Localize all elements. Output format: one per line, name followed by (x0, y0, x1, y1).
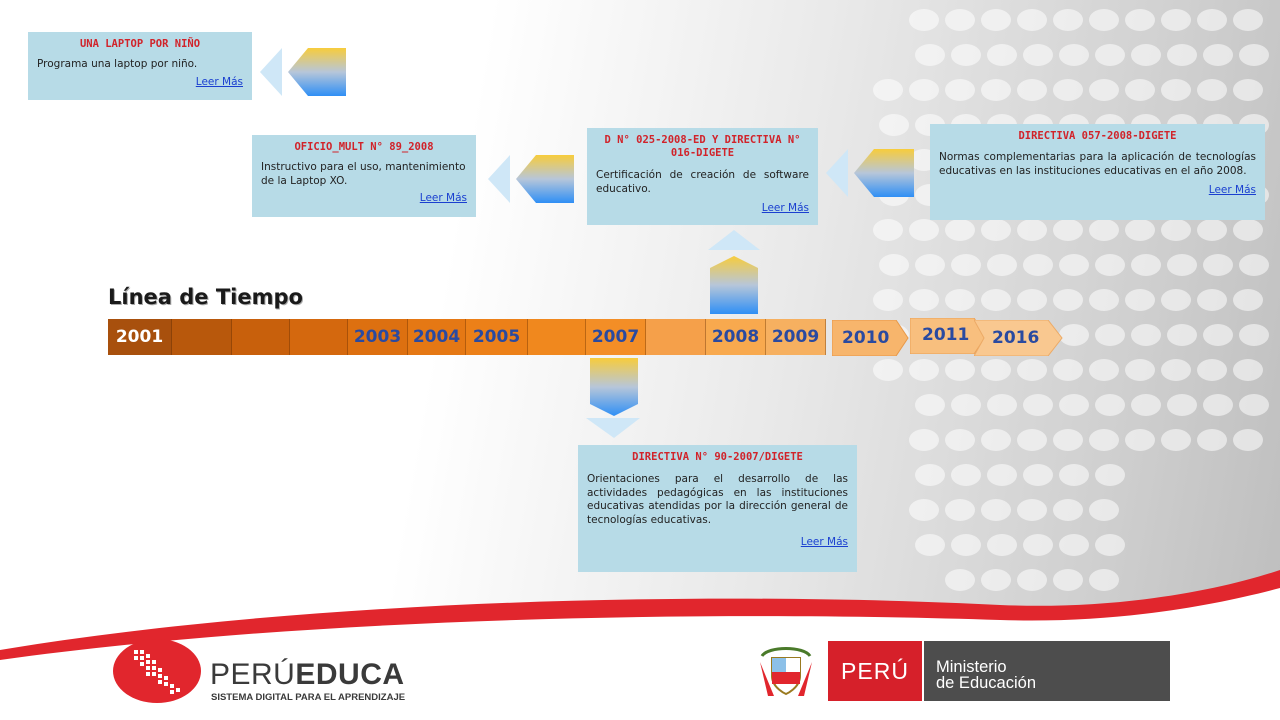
year-label: 2001 (115, 327, 164, 347)
up-arrow-icon (708, 228, 762, 316)
dot-map-dot (1017, 219, 1047, 241)
dot-map-dot (945, 219, 975, 241)
perueduca-logo-icon (112, 638, 202, 706)
dot-map-dot (945, 9, 975, 31)
dot-map-dot (945, 79, 975, 101)
leer-mas-link[interactable]: Leer Más (1208, 184, 1256, 196)
dot-map-dot (951, 534, 981, 556)
card-text: Certificación de creación de software educativo. (596, 169, 809, 195)
dot-map-dot (1125, 289, 1155, 311)
dot-map-dot (1239, 254, 1269, 276)
dot-map-dot (1131, 324, 1161, 346)
dot-map-dot (1053, 289, 1083, 311)
dot-map-dot (1125, 359, 1155, 381)
dot-map-dot (981, 79, 1011, 101)
year-label: 2004 (412, 327, 461, 347)
leer-mas-link[interactable]: Leer Más (195, 75, 243, 88)
dot-map-dot (1167, 394, 1197, 416)
dot-map-dot (981, 289, 1011, 311)
dot-map-dot (1233, 289, 1263, 311)
card-title: OFICIO_MULT N° 89_2008 (294, 141, 434, 153)
dot-map-dot (1095, 324, 1125, 346)
dot-map-dot (1059, 464, 1089, 486)
dot-map-dot (915, 254, 945, 276)
dot-map-dot (1017, 429, 1047, 451)
dot-map-dot (945, 289, 975, 311)
dot-map-dot (915, 394, 945, 416)
down-arrow-icon (586, 356, 642, 440)
dot-map-dot (1161, 289, 1191, 311)
dot-map-dot (1089, 429, 1119, 451)
timeline-segment-2004[interactable] (408, 319, 466, 355)
dot-map-dot (951, 44, 981, 66)
timeline-segment-2003[interactable] (348, 319, 408, 355)
dot-map-dot (987, 254, 1017, 276)
dot-map-dot (873, 219, 903, 241)
dot-map-dot (1197, 359, 1227, 381)
dot-map-dot (1089, 79, 1119, 101)
dot-map-dot (987, 44, 1017, 66)
card-directiva-057 (930, 124, 1265, 220)
dot-map-dot (873, 289, 903, 311)
dot-map-dot (1203, 44, 1233, 66)
dot-map-dot (1017, 79, 1047, 101)
ministerio-line1: Ministerio (936, 658, 1007, 676)
dot-map-dot (909, 219, 939, 241)
dot-map-dot (1089, 219, 1119, 241)
dot-map-dot (1023, 394, 1053, 416)
dot-map-dot (915, 464, 945, 486)
dot-map-dot (987, 394, 1017, 416)
card-text: Orientaciones para el desarrollo de las actividades pedagógicas en las instituciones educativas atendidas por la dirección general de tecnologías educativas. (587, 473, 848, 526)
timeline-segment-2001[interactable] (108, 319, 172, 355)
timeline-title: Línea de Tiempo (108, 285, 303, 309)
dot-map-dot (1095, 464, 1125, 486)
dot-map-dot (1053, 9, 1083, 31)
dot-map-dot (909, 9, 939, 31)
year-label-2016: 2016 (992, 328, 1040, 348)
timeline-segment-blank (232, 319, 290, 355)
leer-mas-link[interactable]: Leer Más (761, 202, 809, 214)
timeline-segment-2009[interactable] (766, 319, 826, 355)
dot-map-dot (951, 254, 981, 276)
dot-map-dot (1131, 394, 1161, 416)
dot-map-dot (1095, 534, 1125, 556)
dot-map-dot (1203, 394, 1233, 416)
timeline-segment-2005[interactable] (466, 319, 528, 355)
dot-map-dot (915, 534, 945, 556)
dot-map-dot (1017, 289, 1047, 311)
year-label: 2009 (771, 327, 820, 347)
dot-map-dot (1017, 9, 1047, 31)
dot-map-dot (1059, 44, 1089, 66)
dot-map-dot (1233, 79, 1263, 101)
year-label-2011: 2011 (922, 325, 970, 345)
dot-map-dot (1089, 499, 1119, 521)
dot-map-dot (1059, 534, 1089, 556)
leer-mas-link[interactable]: Leer Más (800, 536, 848, 548)
dot-map-dot (1233, 9, 1263, 31)
dot-map-dot (1161, 219, 1191, 241)
year-label: 2003 (353, 327, 402, 347)
timeline-segment-blank (290, 319, 348, 355)
dot-map-dot (1095, 394, 1125, 416)
dot-map-dot (1017, 359, 1047, 381)
card-title: D N° 025-2008-ED Y DIRECTIVA N° 016-DIGETE (604, 134, 801, 159)
card-title: UNA LAPTOP POR NIÑO (79, 38, 201, 50)
dot-map-dot (1233, 219, 1263, 241)
dot-map-dot (909, 499, 939, 521)
dot-map-dot (1167, 324, 1197, 346)
dot-map-dot (1053, 79, 1083, 101)
card-title: DIRECTIVA 057-2008-DIGETE (1018, 130, 1177, 142)
dot-map-dot (1197, 219, 1227, 241)
dot-map-dot (1167, 254, 1197, 276)
year-label: 2008 (711, 327, 760, 347)
dot-map-dot (909, 79, 939, 101)
peru-crest-icon (754, 642, 818, 702)
timeline-segment-2008[interactable] (706, 319, 766, 355)
left-arrow-icon (260, 46, 350, 98)
year-label: 2007 (591, 327, 640, 347)
card-directiva-90-2007 (578, 445, 857, 572)
dot-map-dot (981, 429, 1011, 451)
timeline-segment-blank (172, 319, 232, 355)
left-arrow-icon (488, 153, 578, 205)
dot-map-dot (1059, 394, 1089, 416)
card-oficio-mult (252, 135, 476, 217)
dot-map-dot (951, 464, 981, 486)
dot-map-dot (1017, 499, 1047, 521)
leer-mas-link[interactable]: Leer Más (419, 192, 467, 204)
card-una-laptop (28, 32, 252, 100)
dot-map-dot (1095, 44, 1125, 66)
dot-map-dot (1239, 44, 1269, 66)
dot-map-dot (981, 359, 1011, 381)
dot-map-dot (981, 499, 1011, 521)
dot-map-dot (1161, 79, 1191, 101)
dot-map-dot (1053, 429, 1083, 451)
dot-map-dot (1125, 429, 1155, 451)
dot-map-dot (1233, 429, 1263, 451)
dot-map-dot (1053, 359, 1083, 381)
dot-map-dot (987, 534, 1017, 556)
ministerio-line2: de Educación (936, 674, 1036, 692)
perueduca-brand (210, 660, 405, 690)
dot-map-dot (1089, 359, 1119, 381)
timeline-segment-blank (528, 319, 586, 355)
dot-map-dot (1197, 9, 1227, 31)
year-label: 2005 (472, 327, 521, 347)
perueduca-tagline: SISTEMA DIGITAL PARA EL APRENDIZAJE (211, 692, 406, 703)
dot-map-dot (1089, 289, 1119, 311)
dot-map-dot (1125, 9, 1155, 31)
dot-map-dot (1125, 79, 1155, 101)
dot-map-dot (1161, 9, 1191, 31)
dot-map-dot (945, 359, 975, 381)
dot-map-dot (1233, 359, 1263, 381)
dot-map-dot (1197, 79, 1227, 101)
card-text: Normas complementarias para la aplicación de tecnologías educativas en las instituciones educativas en el año 2008. (939, 151, 1256, 177)
dot-map-dot (1167, 44, 1197, 66)
dot-map-dot (1023, 254, 1053, 276)
dot-map-dot (1095, 254, 1125, 276)
dot-map-dot (1023, 534, 1053, 556)
dot-map-dot (945, 499, 975, 521)
dot-map-dot (1023, 44, 1053, 66)
ministerio-label (924, 641, 1170, 701)
dot-map-dot (1203, 324, 1233, 346)
left-arrow-icon (826, 147, 918, 199)
dot-map-dot (1161, 359, 1191, 381)
dot-map-dot (873, 359, 903, 381)
dot-map-dot (1059, 254, 1089, 276)
dot-map-dot (1089, 9, 1119, 31)
dot-map-dot (879, 254, 909, 276)
dot-map-dot (1197, 429, 1227, 451)
dot-map-dot (873, 79, 903, 101)
dot-map-dot (1131, 44, 1161, 66)
card-text: Instructivo para el uso, mantenimiento de la Laptop XO. (261, 161, 466, 187)
dot-map-dot (951, 394, 981, 416)
card-text: Programa una laptop por niño. (37, 58, 198, 70)
year-label-2010: 2010 (842, 328, 890, 348)
dot-map-dot (945, 429, 975, 451)
dot-map-dot (1053, 219, 1083, 241)
dot-map-dot (987, 464, 1017, 486)
dot-map-dot (981, 9, 1011, 31)
dot-map-dot (981, 219, 1011, 241)
dot-map-dot (1239, 324, 1269, 346)
peru-label: PERÚ (828, 641, 922, 701)
dot-map-dot (1161, 429, 1191, 451)
dot-map-dot (915, 44, 945, 66)
dot-map-dot (909, 289, 939, 311)
dot-map-dot (1053, 499, 1083, 521)
dot-map-dot (1131, 254, 1161, 276)
timeline-segment-blank (646, 319, 706, 355)
dot-map-dot (1239, 394, 1269, 416)
dot-map-dot (1125, 219, 1155, 241)
card-title: DIRECTIVA N° 90-2007/DIGETE (632, 451, 803, 463)
timeline-segment-2007[interactable] (586, 319, 646, 355)
dot-map-dot (909, 359, 939, 381)
card-d-025-2008 (587, 128, 818, 225)
brand-bold: EDUCA (295, 658, 405, 691)
dot-map-dot (1023, 464, 1053, 486)
brand-light: PERÚ (210, 658, 296, 691)
dot-map-dot (1197, 289, 1227, 311)
dot-map-dot (879, 114, 909, 136)
dot-map-dot (1203, 254, 1233, 276)
dot-map-dot (909, 429, 939, 451)
